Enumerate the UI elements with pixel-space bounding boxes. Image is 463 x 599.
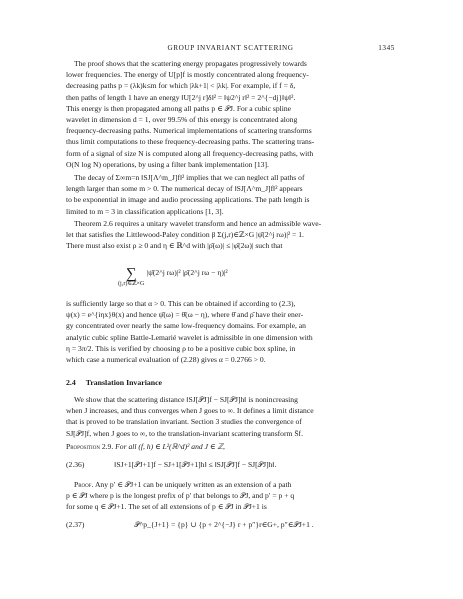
equation-body: 𝒫^p_{J+1} = {p} ∪ {p + 2^{−J} r + p″}r∈G+, p″∈𝒫J+1 . xyxy=(134,520,314,529)
text-line: decreasing paths p = (λk)k≤m for which |λk+1| < |λk|. For example, if f = δ, xyxy=(66,81,296,91)
text-line: that is proved to be translation invariant. Section 3 studies the convergence of xyxy=(66,417,302,427)
running-title: GROUP INVARIANT SCATTERING xyxy=(167,44,294,52)
text-line: Theorem 2.6 requires a unitary wavelet transform and hence an admissible wave- xyxy=(74,219,322,228)
paragraph-decay xyxy=(66,172,395,217)
text-line: The decay of Σ∞m=n ‖SJ[Λ^m_J]f‖² implies that we can neglect all paths of xyxy=(74,173,305,182)
text-line: which case a numerical evaluation of (2.28) gives α = 0.2766 > 0. xyxy=(66,355,266,365)
proposition-statement: For all (f, h) ∈ L²(ℝ^d)² and J ∈ ℤ, xyxy=(115,442,225,451)
paragraph-admissibility xyxy=(66,298,395,365)
equation-2-36 xyxy=(66,460,276,470)
text-line: frequency-decreasing paths. Numerical implementations of scattering transforms xyxy=(66,126,312,136)
section-number: 2.4 xyxy=(66,378,76,387)
proof-first-line xyxy=(66,479,395,490)
text-line: limited to m = 3 in classification applications [1, 3]. xyxy=(66,206,224,216)
text-line: η = 3π/2. This is verified by choosing ρ to be a positive cubic box spline, in xyxy=(66,343,296,353)
text-line: lower frequencies. The energy of U[p]f is mostly concentrated along frequency- xyxy=(66,70,309,80)
section-heading xyxy=(66,378,162,387)
text-line: length larger than some m > 0. The numerical decay of ‖SJ[Λ^m_J]f‖² appears xyxy=(66,184,303,194)
text-line: The proof shows that the scattering energy propagates progressively towards xyxy=(74,59,307,68)
equation-body: ‖SJ+1[𝒫J+1]f − SJ+1[𝒫J+1]h‖ ≤ ‖SJ[𝒫J]f − SJ[𝒫J]h‖. xyxy=(114,460,277,469)
text-line: We show that the scattering distance ‖SJ[𝒫J]f − SJ[𝒫J]h‖ is nonincreasing xyxy=(74,395,298,404)
page-number: 1345 xyxy=(378,44,395,52)
text-line: There must also exist ρ ≥ 0 and η ∈ ℝ^d with |ρ̂(ω)| ≤ |φ̂(2ω)| such that xyxy=(66,241,283,251)
paragraph-energy-propagation xyxy=(66,58,395,170)
proof-text: Any p′ ∈ 𝒫J+1 can be uniquely written as an extension of a path xyxy=(94,480,292,489)
equation-2-37 xyxy=(66,520,314,530)
proof xyxy=(66,479,395,513)
text-line: p ∈ 𝒫J where p is the longest prefix of p′ that belongs to 𝒫J, and p′ = p + q xyxy=(66,491,295,501)
text-line: then paths of length 1 have an energy ‖U[2^j r]δ‖² = ‖ψ2^j r‖² = 2^{−dj}‖ψ‖². xyxy=(66,92,296,102)
text-line: is sufficiently large so that α > 0. This can be obtained if according to (2.3), xyxy=(66,299,296,308)
text-line: This energy is then propagated among all paths p ∈ 𝒫J. For a cubic spline xyxy=(66,103,292,113)
text-line: analytic cubic spline Battle-Lemarié wavelet is admissible in one dimension with xyxy=(66,332,313,342)
text-line: to be exponential in image and audio processing applications. The path length is xyxy=(66,195,310,205)
paragraph-translation-invariance xyxy=(66,394,395,439)
text-line: form of a signal of size N is computed along all frequency-decreasing paths, with xyxy=(66,148,314,158)
section-title: Translation Invariance xyxy=(85,378,163,387)
text-line: SJ[𝒫J]f, when J goes to ∞, to the translation-invariant scattering transform S̄f. xyxy=(66,428,303,438)
text-line: ψ(x) = e^{iηx}θ(x) and hence ψ̂(ω) = θ̂(ω − η), where θ̂ and ρ̂ have their ener- xyxy=(66,310,304,320)
sum-symbol: ∑ xyxy=(126,266,137,282)
equation-number: (2.37) xyxy=(66,520,85,529)
proposition-2-9 xyxy=(66,441,395,452)
text-line: when J increases, and thus converges when J goes to ∞. It defines a limit distance xyxy=(66,406,314,416)
text-line: for some q ∈ 𝒫J+1. The set of all extensions of p ∈ 𝒫J in 𝒫J+1 is xyxy=(66,502,267,512)
text-line: O(N log N) operations, by using a filter bank implementation [13]. xyxy=(66,159,269,169)
equation-number: (2.36) xyxy=(66,460,85,469)
proposition-label: Proposition 2.9. xyxy=(66,442,114,451)
text-line: let that satisfies the Littlewood-Paley condition β Σ(j,r)∈ℤ×G |ψ̂(2^j rω)|² = 1. xyxy=(66,230,304,240)
text-line: gy concentrated over nearly the same low-frequency domains. For example, an xyxy=(66,321,306,331)
proposition-line xyxy=(66,441,395,452)
equation-subscript: (j,r)∈ℤ×G xyxy=(118,280,145,287)
equation-body: |ψ̂(2^j rω)|² |ρ̂(2^j rω − η)|² xyxy=(146,268,228,277)
text-line: thus limit computations to these frequency-decreasing paths. The scattering trans- xyxy=(66,137,315,147)
paragraph-theorem-requirements xyxy=(66,218,395,252)
display-equation-sum xyxy=(126,263,228,280)
proof-label: Proof. xyxy=(74,480,94,489)
text-line: wavelet in dimension d = 1, over 99.5% of this energy is concentrated along xyxy=(66,115,298,125)
